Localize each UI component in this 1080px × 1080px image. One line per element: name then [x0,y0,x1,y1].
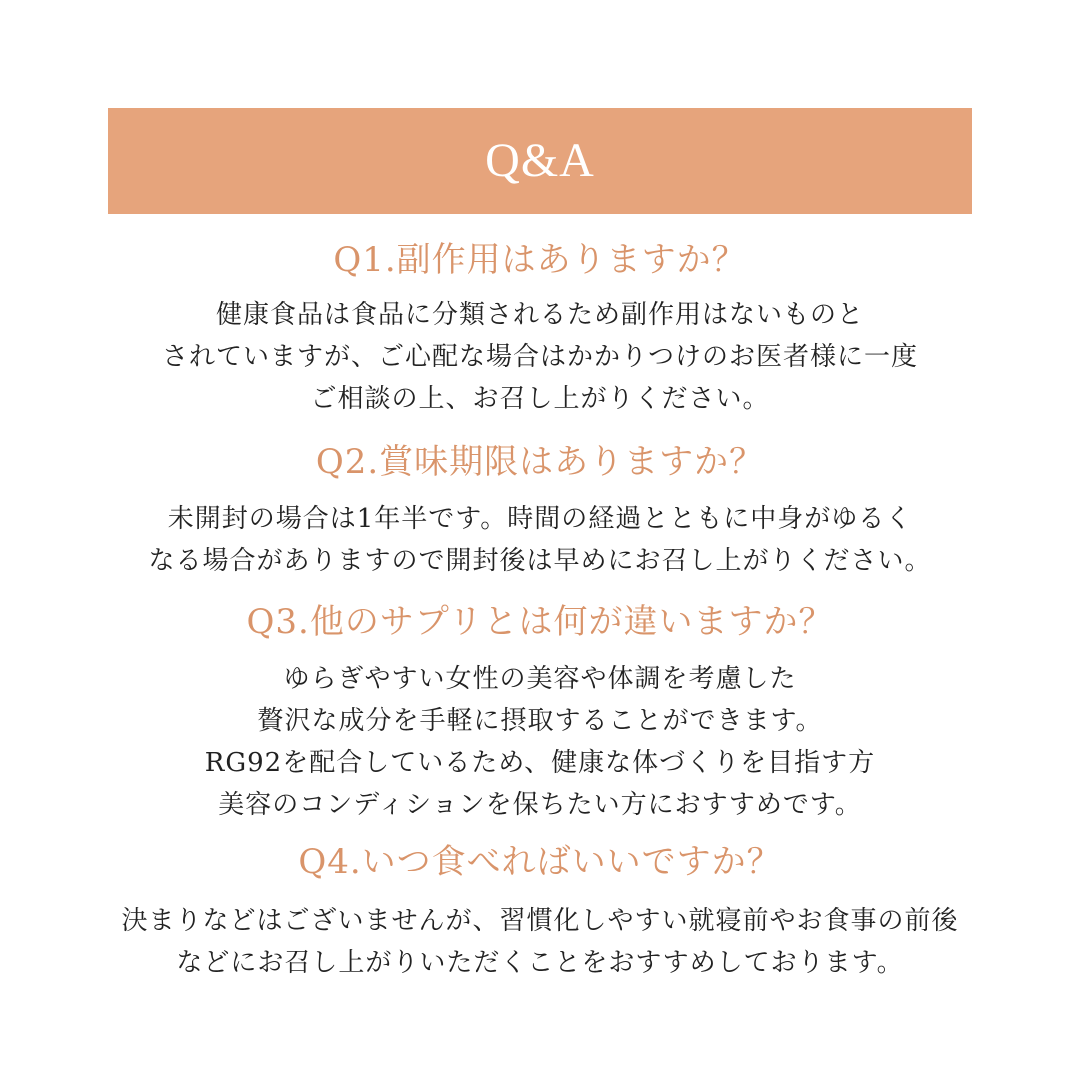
answer-2 [40,498,1040,582]
qa-item-3 [40,600,1040,826]
answer-3-line-2: 贅沢な成分を手軽に摂取することができます。 [257,706,823,736]
answer-3-line-3: RG92を配合しているため、健康な体づくりを目指す方 [204,748,876,778]
answer-4-line-1: 決まりなどはございませんが、習慣化しやすい就寝前やお食事の前後 [121,906,959,936]
answer-2-line-2: なる場合がありますので開封後は早めにお召し上がりください。 [148,546,932,576]
qa-header-banner [108,108,972,214]
qa-item-1 [40,238,1040,420]
question-4: Q4.いつ食べればいいですか？ [298,842,782,882]
answer-1-line-3: ご相談の上、お召し上がりください。 [310,384,770,414]
answer-3 [40,658,1040,826]
question-1: Q1.副作用はありますか？ [333,240,747,280]
answer-3-line-1: ゆらぎやすい女性の美容や体調を考慮した [283,664,797,694]
question-3: Q3.他のサプリとは何が違いますか？ [246,602,834,642]
qa-item-2 [40,440,1040,582]
question-2: Q2.賞味期限はありますか？ [315,442,765,482]
answer-4 [40,900,1040,984]
qa-item-4 [40,840,1040,984]
answer-4-line-2: などにお召し上がりいただくことをおすすめしております。 [176,948,904,978]
answer-1-line-2: されていますが、ご心配な場合はかかりつけのお医者様に一度 [161,342,918,372]
answer-3-line-4: 美容のコンディションを保ちたい方におすすめです。 [218,790,862,820]
answer-1-line-1: 健康食品は食品に分類されるため副作用はないものと [215,300,864,330]
answer-2-line-1: 未開封の場合は1年半です。時間の経過とともに中身がゆるく [167,504,913,534]
page-title: Q&A [485,134,595,187]
answer-1 [40,294,1040,420]
